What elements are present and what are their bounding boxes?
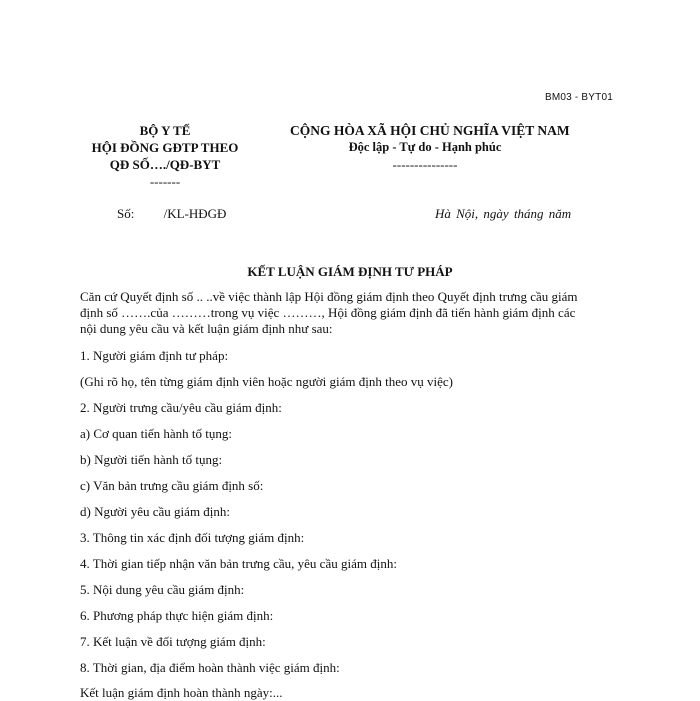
item-1-note: (Ghi rõ họ, tên từng giám định viên hoặc người giám định theo vụ việc) bbox=[80, 374, 453, 389]
intro-paragraph bbox=[80, 289, 620, 337]
item-2a: a) Cơ quan tiến hành tố tụng: bbox=[80, 426, 233, 441]
item-3: 3. Thông tin xác định đối tượng giám định: bbox=[80, 530, 305, 545]
council-name: HỘI ĐỒNG GĐTP THEO bbox=[91, 140, 239, 155]
item-2b: b) Người tiến hành tố tụng: bbox=[80, 452, 223, 467]
national-motto-header bbox=[290, 122, 570, 173]
decision-number: QĐ SỐ…./QĐ-BYT bbox=[109, 157, 221, 172]
intro-line-1: Căn cứ Quyết định số .. ..về việc thành lập Hội đồng giám định theo Quyết định trưng cầu giám bbox=[80, 289, 578, 304]
item-5: 5. Nội dung yêu cầu giám định: bbox=[80, 582, 245, 597]
header-divider: ------- bbox=[149, 174, 181, 189]
item-6: 6. Phương pháp thực hiện giám định: bbox=[80, 608, 274, 623]
item-8: 8. Thời gian, địa điểm hoàn thành việc giám định: bbox=[80, 660, 340, 675]
ministry-name: BỘ Y TẾ bbox=[139, 123, 191, 138]
document-number-value: /KL-HĐGĐ bbox=[163, 206, 227, 221]
item-2d: d) Người yêu cầu giám định: bbox=[80, 504, 231, 519]
motto-divider: --------------- bbox=[392, 157, 458, 172]
completion-date-line: Kết luận giám định hoàn thành ngày:... bbox=[80, 685, 283, 700]
item-2c: c) Văn bản trưng cầu giám định số: bbox=[80, 478, 264, 493]
form-code: BM03 - BYT01 bbox=[545, 92, 613, 103]
item-1: 1. Người giám định tư pháp: bbox=[80, 348, 229, 363]
issuing-authority-header bbox=[80, 122, 250, 190]
intro-line-3: nội dung yêu cầu và kết luận giám định như sau: bbox=[80, 321, 333, 336]
document-number-line bbox=[117, 206, 226, 222]
country-name: CỘNG HÒA XÃ HỘI CHỦ NGHĨA VIỆT NAM bbox=[290, 123, 570, 138]
intro-line-2: định số …….của ………trong vụ việc ………, Hội đồng giám định đã tiến hành giám định các bbox=[80, 305, 576, 320]
item-7: 7. Kết luận về đối tượng giám định: bbox=[80, 634, 266, 649]
document-title: KẾT LUẬN GIÁM ĐỊNH TƯ PHÁP bbox=[247, 264, 453, 279]
item-4: 4. Thời gian tiếp nhận văn bản trưng cầu, yêu cầu giám định: bbox=[80, 556, 397, 571]
motto: Độc lập - Tự do - Hạnh phúc bbox=[348, 140, 502, 154]
item-2: 2. Người trưng cầu/yêu cầu giám định: bbox=[80, 400, 282, 415]
place-date-line: Hà Nội, ngày tháng năm bbox=[435, 206, 572, 221]
document-number-label: Số: bbox=[117, 206, 135, 221]
